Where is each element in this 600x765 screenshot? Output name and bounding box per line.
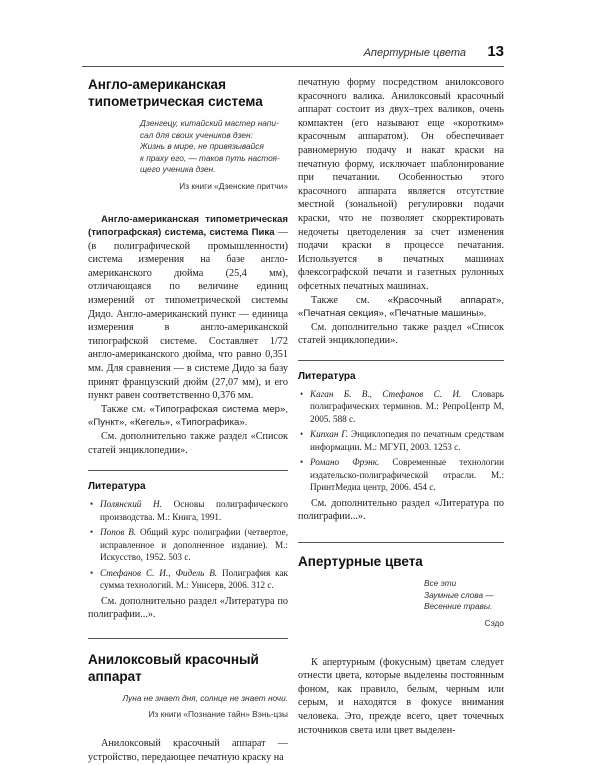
lit-author: Полянский Н. — [100, 499, 162, 510]
see-also-paragraph — [88, 403, 288, 430]
epigraph — [140, 118, 288, 176]
epigraph-source: Из книги «Познание тайн» Вэнь-цзы — [148, 709, 288, 720]
see-also-prefix: Также см. — [311, 294, 388, 306]
literature-heading: Литература — [88, 481, 146, 493]
see-also-index: См. дополнительно также раздел «Список статей энциклопедии». — [298, 321, 504, 347]
definition-text: — (в полиграфической промышленности) система измерения на базе англо-американского дюйма (25,4 мм), отличающаяся по величине единиц измерений от типометрической системы Дидо. Англо-американский пункт — единица измерения в англо-американской типографской системе. Составляет 1/72 англо-американского дюйма, что равно 0,351 мм. Для сравнения — в системе Дидо за базу принят французский дюйм (27,07 мм), и его пункт равен соответственно 0,376 мм. — [88, 227, 288, 402]
definition-paragraph — [88, 213, 288, 403]
literature-item — [88, 498, 288, 523]
lit-text: Словарь полиграфических терминов. М.: РепроЦентр М, 2005. 588 с. — [310, 388, 504, 424]
lit-text: Общий курс полиграфии (четвертое, исправленное и дополненное издание). М.: Искусство, 1952. 503 с. — [100, 527, 288, 563]
literature-item — [298, 456, 504, 494]
epigraph: Луна не знает дня, солнце не знает ночи. — [122, 692, 288, 703]
lit-text: Основы полиграфического производства. М.: Книга, 1991. — [100, 499, 288, 522]
epigraph-line: сал для своих учеников дзен: — [140, 129, 253, 140]
epigraph-line: Дзенгецу, китайский мастер напи- — [140, 118, 279, 128]
epigraph-source: Из книги «Дзенские притчи» — [179, 180, 288, 191]
literature-item — [88, 526, 288, 564]
literature-item — [298, 388, 504, 426]
lit-author: Романо Фрэнк. — [310, 457, 380, 468]
section-title-line: аппарат — [88, 668, 142, 684]
definition-paragraph: Анилоксовый красочный аппарат — устройство, передающее печатную краску на — [88, 738, 288, 763]
literature-list — [88, 498, 288, 592]
lit-author: Попов В. — [100, 527, 137, 538]
see-also-index: См. дополнительно также раздел «Список статей энциклопедии». — [88, 431, 288, 456]
literature-list — [298, 388, 504, 494]
lit-author: Кипхан Г. — [310, 429, 349, 440]
lit-text: Современные технологии издательско-полиграфической отрасли. М.: ПринтМедиа центр, 2006. 454 с. — [310, 457, 504, 493]
epigraph-line: к праху его, — таков путь настоя- — [140, 152, 280, 163]
literature-item — [298, 428, 504, 453]
section-title-aperture-colors: Апертурные цвета — [298, 554, 423, 570]
epigraph-line: щего ученика дзен. — [140, 164, 216, 174]
section-title-line: типометрическая система — [88, 94, 263, 109]
continued-paragraph: печатную форму посредством анилоксового красочного валика. Анилоксовый красочный аппарат состоит из двух–трех валиков, очень компактен (его называют еще «коротким» красочным аппаратом). Он обеспечивает равномерную подачу и накат краски на печатную форму, исключает шаблонирование при печатании. Особенностью этого красочного аппарата является отсутствие местной (зональной) регулировки подачи краски, что не позволяет скорректировать недочеты цветоделения за счет изменения подачи краски в процессе печатания. Используется в печатных машинах флексографской печати и газетных рулонных офсетных печатных машинах. — [298, 77, 504, 292]
section-title-anglo-american — [88, 76, 288, 110]
left-column — [88, 76, 288, 765]
see-also-paragraph — [298, 294, 504, 321]
definition-paragraph: К апертурным (фокусным) цветам следует отнести цвета, которые выделены постоянным фоном, как правило, белым, черным или серым, и находятся в фокусе внимания человека. Это, прежде всего, цвет точечных источников света или цвет выделен- — [298, 656, 504, 736]
epigraph-line: Жизнь в мире, не привязывайся — [140, 141, 264, 151]
literature-item — [88, 567, 288, 592]
lit-text: Полиграфия как сумма технологий. М.: Унисерв, 2006. 312 с. — [100, 567, 289, 591]
epigraph-line: Заумные слова — — [424, 589, 494, 600]
page-number: 13 — [487, 43, 504, 60]
running-title: Апертурные цвета — [363, 47, 466, 59]
running-header — [82, 43, 504, 67]
section-title-line: Анилоксовый красочный — [88, 651, 259, 667]
see-also-prefix: Также см. — [101, 403, 150, 415]
lit-author: Стефанов С. И., Фидель В. — [100, 567, 218, 578]
epigraph-line: Все эти — [424, 578, 457, 589]
term: Англо-американская типометрическая (типографская) система, система Пика — [88, 213, 288, 239]
lit-text: Энциклопедия по печатным средствам информации. М.: МГУП, 2003. 1253 с. — [310, 429, 504, 452]
lit-author: Каган Б. В., Стефанов С. И. — [310, 388, 462, 399]
section-title-anilox — [88, 651, 288, 685]
see-also-literature: См. дополнительно раздел «Литература по полиграфии...». — [298, 497, 504, 523]
right-column — [298, 76, 504, 737]
epigraph-line: Весенние травы. — [424, 601, 493, 612]
cross-references[interactable]: «Типографская система мер», «Пункт», «Кегель», «Типографика». — [88, 403, 288, 429]
cross-references[interactable]: «Красочный аппарат», «Печатная секция», «Печатные машины». — [298, 294, 504, 320]
epigraph-source: Сэдо — [484, 617, 504, 628]
literature-heading: Литература — [298, 370, 356, 382]
see-also-literature: См. дополнительно раздел «Литература по полиграфии...». — [88, 595, 288, 621]
section-title-line: Англо-американская — [88, 77, 226, 92]
epigraph — [424, 578, 504, 613]
